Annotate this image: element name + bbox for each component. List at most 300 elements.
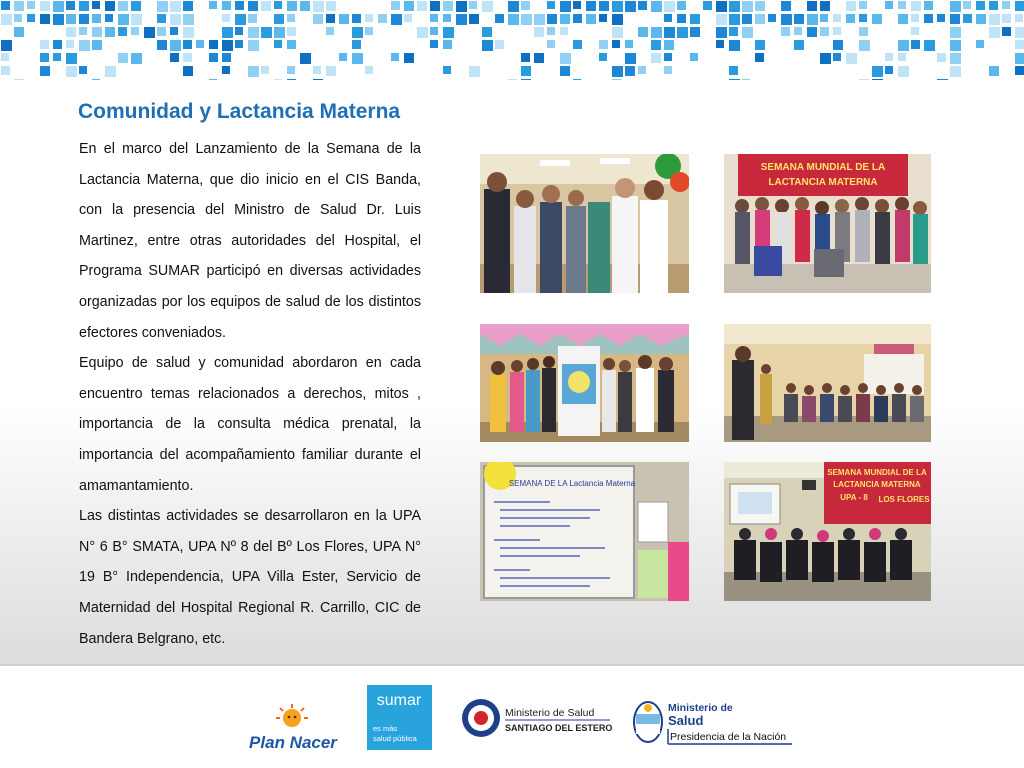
mosaic-tile	[755, 53, 764, 62]
mosaic-tile	[664, 40, 674, 50]
ministerio-sde-logo	[460, 698, 612, 740]
mosaic-tile	[521, 53, 530, 62]
mosaic-tile	[729, 1, 740, 12]
mosaic-tile	[313, 1, 324, 12]
mosaic-tile	[105, 14, 113, 22]
mosaic-tile	[326, 27, 334, 35]
mosaic-tile	[313, 14, 323, 24]
mosaic-tile	[950, 14, 960, 24]
mosaic-tile	[989, 66, 999, 76]
mosaic-tile	[92, 14, 101, 23]
photo-waiting-room	[724, 324, 931, 442]
mosaic-tile	[794, 14, 804, 24]
banner2-line-4: LOS FLORES	[878, 495, 930, 504]
mosaic-tile	[248, 66, 259, 77]
mosaic-tile	[482, 27, 492, 37]
mosaic-tile	[79, 1, 89, 11]
mosaic-tile	[989, 1, 998, 10]
mosaic-tile	[651, 27, 662, 38]
mosaic-tile	[79, 14, 89, 24]
mosaic-tile	[222, 53, 231, 62]
mosaic-tile	[664, 1, 675, 12]
mosaic-tile	[443, 1, 453, 11]
mosaic-tile	[638, 1, 647, 10]
mosaic-tile	[40, 40, 49, 49]
mosaic-tile	[807, 27, 817, 37]
mosaic-tile	[807, 1, 817, 11]
mosaic-tile	[53, 1, 64, 12]
mosaic-tile	[521, 1, 530, 10]
mosaic-tile	[547, 1, 555, 9]
mosaic-tile	[352, 40, 361, 49]
mosaic-tile	[79, 27, 87, 35]
mosaic-tile	[573, 1, 581, 9]
sumar-tagline-2: salud pública	[373, 734, 417, 743]
mosaic-tile	[417, 27, 428, 38]
sde-line-1: Ministerio de Salud	[505, 707, 595, 719]
mosaic-tile	[625, 53, 636, 64]
mosaic-tile	[651, 1, 662, 12]
mosaic-tile	[872, 14, 882, 24]
mosaic-tile	[742, 1, 753, 12]
mosaic-tile	[222, 1, 231, 10]
mosaic-tile	[911, 1, 921, 11]
page-title: Comunidad y Lactancia Materna	[78, 100, 401, 123]
mosaic-tile	[391, 53, 399, 61]
mosaic-tile	[950, 53, 961, 64]
mosaic-tile	[157, 27, 166, 36]
mosaic-tile	[859, 1, 867, 9]
mosaic-tile	[885, 53, 893, 61]
mosaic-tile	[144, 27, 155, 38]
mosaic-tile	[924, 1, 933, 10]
mosaic-tile	[1, 53, 9, 61]
photo-authorities-group	[480, 154, 689, 293]
mosaic-tile	[14, 1, 24, 11]
mosaic-tile	[729, 14, 740, 25]
mosaic-tile	[378, 14, 387, 23]
mosaic-tile	[976, 1, 985, 10]
mosaic-tile	[131, 53, 142, 64]
nacion-line-1: Ministerio de	[668, 702, 733, 714]
mosaic-tile	[898, 14, 908, 24]
mosaic-tile	[131, 27, 139, 35]
mosaic-tile	[352, 27, 363, 38]
mosaic-tile	[66, 40, 74, 48]
mosaic-tile	[508, 14, 519, 25]
mosaic-tile	[586, 14, 596, 24]
mosaic-tile	[547, 14, 557, 24]
mosaic-tile	[274, 14, 284, 24]
mosaic-tile	[612, 27, 623, 38]
mosaic-tile	[92, 1, 100, 9]
mosaic-tile	[534, 14, 545, 25]
mosaic-tile	[326, 1, 336, 11]
mosaic-tile	[339, 14, 349, 24]
mosaic-tile	[14, 14, 22, 22]
nacion-line-2: Salud	[668, 713, 704, 728]
mosaic-tile	[755, 1, 765, 11]
mosaic-tile	[482, 1, 493, 12]
mosaic-tile	[235, 40, 243, 48]
mosaic-tile	[352, 53, 363, 64]
mosaic-tile	[300, 1, 310, 11]
mosaic-tile	[1, 1, 10, 10]
mosaic-tile	[40, 14, 50, 24]
paragraph-locations: Las distintas actividades se desarrollaron en la UPA N° 6 B° SMATA, UPA Nº 8 del Bº Los Flores, UPA N° 19 B° Independencia, UPA Villa Ester, Servicio de Maternidad del Hospital Regional R. Carrillo, CIC de Bandera Belgrano, etc.	[79, 508, 421, 647]
mosaic-tile	[846, 14, 855, 23]
sde-line-2: SANTIAGO DEL ESTERO	[505, 723, 612, 733]
mosaic-tile	[443, 66, 451, 74]
mosaic-tile	[1002, 27, 1011, 36]
mosaic-tile	[170, 27, 178, 35]
mosaic-tile	[612, 14, 623, 25]
mosaic-tile	[989, 14, 1000, 25]
mosaic-tile	[105, 66, 116, 77]
mosaic-tile	[66, 14, 76, 24]
mosaic-tile	[599, 1, 609, 11]
mosaic-tile	[911, 40, 920, 49]
mosaic-tile	[261, 1, 271, 11]
mosaic-tile	[222, 66, 230, 74]
mosaic-tile	[248, 1, 258, 11]
mosaic-tile	[729, 40, 740, 51]
mosaic-tile	[365, 66, 373, 74]
mosaic-tile	[235, 1, 244, 10]
mosaic-tile	[976, 40, 984, 48]
mosaic-tile	[430, 1, 440, 11]
mosaic-tile	[859, 14, 867, 22]
mosaic-tile	[963, 14, 972, 23]
mosaic-tile	[638, 66, 646, 74]
mosaic-tile	[495, 14, 504, 23]
banner2-line-3: UPA - 8	[840, 493, 868, 502]
paragraph-launch: En el marco del Lanzamiento de la Semana de la Lactancia Materna, que dio inicio en el CIS Banda, con la presencia del Ministro de Salud Dr. Luis Martinez, entre otras autoridades del Hospital, el Programa SUMAR participó en diversas actividades organizadas por los equipos de salud de los distintos efectores conveniados.	[79, 141, 421, 341]
mosaic-tile	[183, 66, 193, 76]
mosaic-tile	[391, 14, 402, 25]
mosaic-tile	[625, 40, 633, 48]
mosaic-tile	[404, 1, 414, 11]
mosaic-tile	[898, 53, 906, 61]
mosaic-tile	[118, 53, 128, 63]
mosaic-tile	[469, 14, 479, 24]
mosaic-tile	[40, 66, 50, 76]
mosaic-tile	[560, 66, 570, 76]
mosaic-tile	[612, 66, 623, 77]
mosaic-tile	[1002, 14, 1011, 23]
mosaic-tile	[222, 14, 230, 22]
mosaic-tile	[651, 53, 661, 63]
mosaic-tile	[1015, 40, 1024, 49]
plan-nacer-logo	[246, 704, 340, 752]
mosaic-tile	[820, 27, 829, 36]
mosaic-tile	[690, 14, 700, 24]
whiteboard-title: SEMANA DE LA Lactancia Materna	[508, 479, 636, 488]
mosaic-tile	[599, 40, 608, 49]
plan-nacer-wordmark: Plan Nacer	[249, 733, 337, 752]
mosaic-tile	[118, 27, 127, 36]
mosaic-tile	[248, 40, 259, 51]
mosaic-tile	[209, 53, 218, 62]
mosaic-tile	[534, 53, 544, 63]
mosaic-tile	[560, 14, 570, 24]
mosaic-tile	[625, 66, 635, 76]
mosaic-tile	[196, 40, 204, 48]
mosaic-tile	[716, 40, 724, 48]
mosaic-tile	[352, 14, 361, 23]
mosaic-tile	[573, 14, 582, 23]
mosaic-tile	[833, 14, 841, 22]
mosaic-tile	[66, 1, 75, 10]
mosaic-tile	[911, 27, 919, 35]
mosaic-tile	[66, 27, 76, 37]
mosaic-tile	[742, 14, 752, 24]
mosaic-tile	[716, 27, 727, 38]
mosaic-tile	[690, 53, 698, 61]
mosaic-tile	[274, 40, 282, 48]
mosaic-tile	[1015, 1, 1024, 11]
mosaic-tile	[404, 14, 412, 22]
mosaic-tile	[716, 14, 727, 25]
mosaic-tile	[105, 1, 115, 11]
header-mosaic	[0, 0, 1024, 80]
mosaic-tile	[950, 27, 961, 38]
mosaic-tile	[14, 27, 24, 37]
mosaic-tile	[820, 1, 830, 11]
mosaic-tile	[248, 27, 259, 38]
mosaic-tile	[157, 1, 168, 12]
mosaic-tile	[781, 1, 791, 11]
mosaic-tile	[898, 40, 909, 51]
mosaic-tile	[794, 40, 804, 50]
mosaic-tile	[664, 14, 672, 22]
mosaic-tile	[612, 1, 623, 12]
mosaic-tile	[664, 53, 672, 61]
mosaic-tile	[820, 14, 828, 22]
mosaic-tile	[677, 1, 686, 10]
mosaic-tile	[859, 27, 868, 36]
mosaic-tile	[183, 40, 192, 49]
photo-whiteboard	[480, 462, 689, 601]
mosaic-tile	[27, 14, 35, 22]
mosaic-tile	[937, 53, 946, 62]
mosaic-tile	[222, 27, 233, 38]
mosaic-tile	[872, 66, 883, 77]
mosaic-tile	[742, 27, 753, 38]
mosaic-tile	[495, 40, 504, 49]
mosaic-tile	[963, 1, 971, 9]
mosaic-tile	[820, 53, 831, 64]
mosaic-tile	[170, 40, 181, 51]
mosaic-tile	[833, 53, 841, 61]
mosaic-tile	[53, 40, 62, 49]
mosaic-tile	[27, 1, 35, 9]
mosaic-tile	[768, 14, 776, 22]
mosaic-tile	[105, 27, 115, 37]
mosaic-tile	[170, 1, 181, 12]
mosaic-tile	[937, 14, 945, 22]
mosaic-tile	[300, 53, 311, 64]
mosaic-tile	[131, 1, 141, 11]
mosaic-tile	[755, 14, 765, 24]
banner-line-2: LACTANCIA MATERNA	[768, 177, 878, 188]
mosaic-tile	[547, 27, 555, 35]
mosaic-tile	[66, 53, 77, 64]
mosaic-tile	[651, 40, 661, 50]
mosaic-tile	[183, 1, 193, 11]
mosaic-tile	[612, 40, 620, 48]
photo-banner-group	[724, 154, 931, 293]
mosaic-tile	[690, 27, 700, 37]
article-body	[79, 134, 421, 654]
mosaic-tile	[287, 14, 295, 22]
mosaic-tile	[846, 1, 856, 11]
mosaic-tile	[794, 27, 802, 35]
banner-line-1: SEMANA MUNDIAL DE LA	[760, 162, 886, 173]
mosaic-tile	[976, 14, 986, 24]
photo-sumar-stand	[480, 324, 689, 442]
mosaic-tile	[365, 14, 373, 22]
mosaic-tile	[131, 14, 142, 25]
mosaic-tile	[677, 14, 686, 23]
mosaic-tile	[326, 14, 335, 23]
mosaic-tile	[1, 40, 12, 51]
mosaic-tile	[898, 1, 906, 9]
mosaic-tile	[287, 66, 295, 74]
mosaic-tile	[911, 14, 919, 22]
mosaic-tile	[157, 40, 167, 50]
mosaic-tile	[443, 40, 452, 49]
mosaic-tile	[248, 14, 257, 23]
mosaic-tile	[443, 14, 451, 22]
mosaic-tile	[40, 53, 49, 62]
mosaic-tile	[170, 14, 181, 25]
mosaic-tile	[729, 27, 738, 36]
mosaic-tile	[534, 27, 544, 37]
mosaic-tile	[625, 1, 636, 12]
mosaic-tile	[729, 66, 738, 75]
mosaic-tile	[859, 40, 870, 51]
sumar-wordmark: sumar	[376, 692, 422, 709]
mosaic-tile	[235, 14, 246, 25]
mosaic-tile	[716, 1, 727, 12]
mosaic-tile	[677, 27, 688, 38]
banner2-line-2: LACTANCIA MATERNA	[833, 480, 921, 489]
mosaic-tile	[209, 40, 218, 49]
mosaic-tile	[40, 1, 50, 11]
mosaic-tile	[365, 27, 373, 35]
mosaic-tile	[417, 1, 427, 11]
mosaic-tile	[469, 66, 480, 77]
mosaic-tile	[1015, 53, 1024, 64]
mosaic-tile	[521, 14, 532, 25]
mosaic-tile	[183, 27, 194, 38]
mosaic-tile	[118, 1, 128, 11]
mosaic-tile	[664, 27, 675, 38]
mosaic-tile	[950, 66, 961, 77]
mosaic-tile	[807, 14, 818, 25]
mosaic-tile	[287, 40, 296, 49]
mosaic-tile	[1, 14, 12, 25]
mosaic-tile	[885, 66, 893, 74]
mosaic-tile	[92, 27, 102, 37]
mosaic-tile	[950, 40, 961, 51]
photo-projection-room	[724, 462, 931, 601]
paragraph-topics: Equipo de salud y comunidad abordaron en cada encuentro temas relacionados a derechos, mitos , importancia de la consulta médica prenatal, la importancia del acompañamiento familiar durante el amamantamiento.	[79, 355, 421, 494]
mosaic-tile	[53, 53, 61, 61]
mosaic-tile	[1002, 1, 1010, 9]
mosaic-tile	[66, 66, 77, 77]
mosaic-tile	[521, 66, 531, 76]
mosaic-tile	[430, 27, 438, 35]
mosaic-tile	[79, 40, 90, 51]
mosaic-tile	[560, 53, 571, 64]
mosaic-tile	[924, 14, 933, 23]
mosaic-tile	[222, 40, 233, 51]
mosaic-tile	[846, 53, 857, 64]
mosaic-tile	[430, 14, 438, 22]
footer-divider	[0, 664, 1024, 666]
mosaic-tile	[989, 27, 1000, 38]
mosaic-tile	[443, 27, 454, 38]
mosaic-tile	[118, 14, 129, 25]
mosaic-tile	[261, 66, 269, 74]
mosaic-tile	[833, 40, 843, 50]
nacion-line-3: Presidencia de la Nación	[670, 731, 787, 743]
mosaic-tile	[391, 1, 400, 10]
mosaic-tile	[1015, 27, 1024, 38]
mosaic-tile	[53, 14, 64, 25]
mosaic-tile	[547, 40, 555, 48]
mosaic-tile	[755, 40, 765, 50]
mosaic-tile	[287, 27, 296, 36]
mosaic-tile	[313, 66, 321, 74]
mosaic-tile	[638, 27, 648, 37]
mosaic-tile	[599, 53, 607, 61]
mosaic-tile	[781, 14, 792, 25]
ministerio-nacion-logo	[632, 696, 798, 748]
mosaic-tile	[1, 66, 10, 75]
mosaic-tile	[274, 1, 282, 9]
mosaic-tile	[586, 1, 596, 11]
mosaic-tile	[183, 14, 194, 25]
mosaic-tile	[157, 14, 166, 23]
mosaic-tile	[456, 14, 467, 25]
sumar-tagline-1: es más	[373, 724, 398, 733]
mosaic-tile	[1015, 66, 1024, 75]
mosaic-tile	[1015, 14, 1023, 22]
mosaic-tile	[456, 1, 467, 12]
mosaic-tile	[885, 1, 893, 9]
mosaic-tile	[469, 1, 477, 9]
mosaic-tile	[261, 27, 272, 38]
mosaic-tile	[950, 1, 961, 12]
mosaic-tile	[170, 53, 179, 62]
mosaic-tile	[664, 66, 672, 74]
mosaic-tile	[781, 27, 790, 36]
mosaic-tile	[599, 14, 607, 22]
mosaic-tile	[508, 1, 519, 12]
mosaic-tile	[183, 53, 192, 62]
mosaic-tile	[404, 53, 414, 63]
mosaic-tile	[430, 40, 438, 48]
mosaic-tile	[79, 66, 87, 74]
mosaic-tile	[209, 1, 217, 9]
mosaic-tile	[274, 27, 285, 38]
mosaic-tile	[287, 1, 297, 11]
mosaic-tile	[339, 53, 347, 61]
mosaic-tile	[573, 40, 582, 49]
